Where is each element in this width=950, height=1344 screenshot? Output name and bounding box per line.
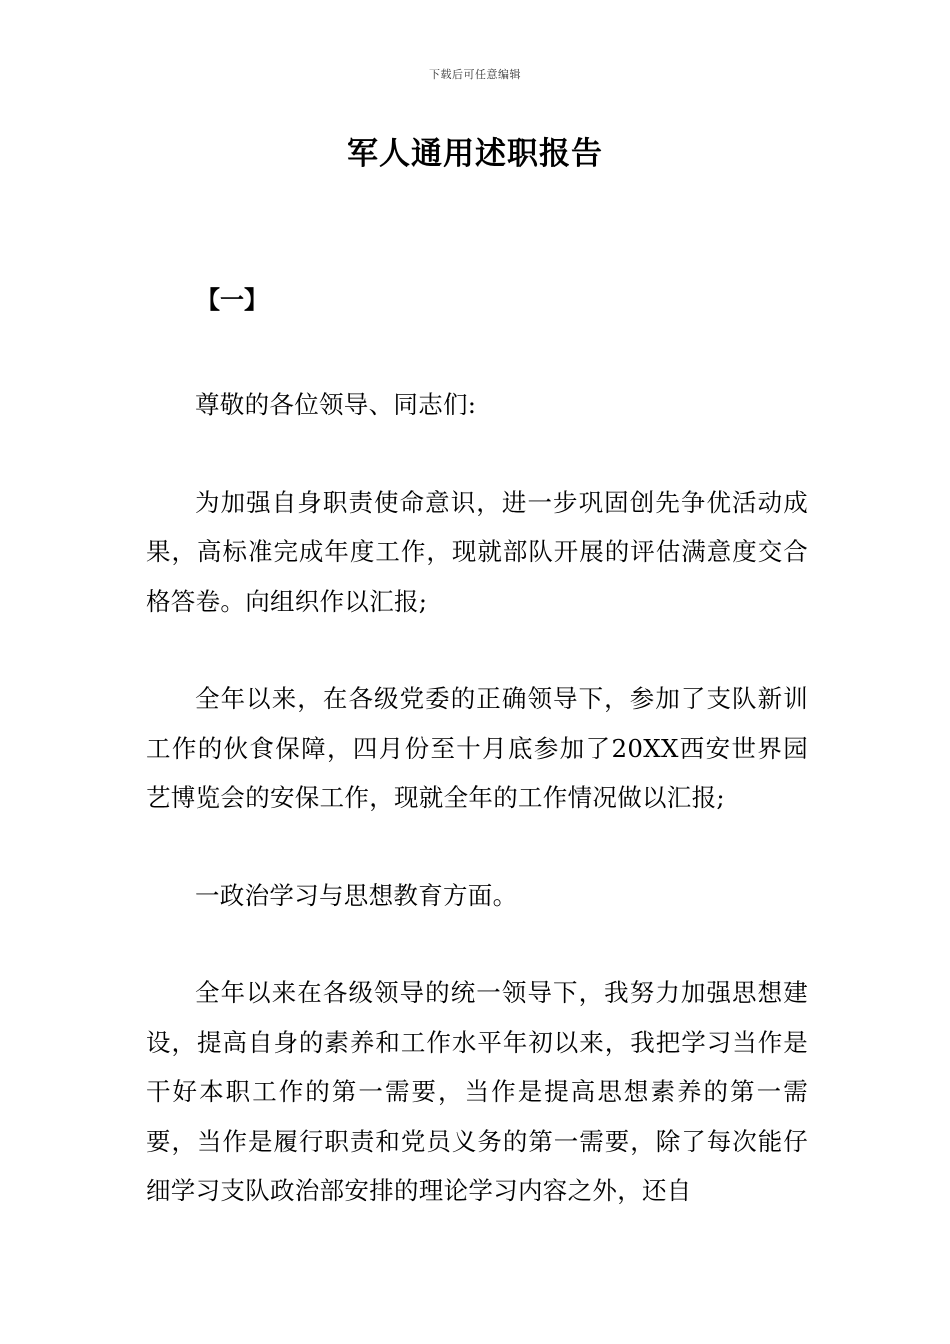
- document-title: 军人通用述职报告: [347, 136, 603, 172]
- body-paragraph: 为加强自身职责使命意识，进一步巩固创先争优活动成果，高标准完成年度工作，现就部队开展的评估满意度交合格答卷。向组织作以汇报;: [146, 487, 808, 616]
- body-paragraph: 全年以来，在各级党委的正确领导下，参加了支队新训工作的伙食保障，四月份至十月底参加了20XX西安世界园艺博览会的安保工作，现就全年的工作情况做以汇报;: [146, 684, 808, 812]
- header-note: 下载后可任意编辑: [429, 68, 521, 81]
- body-paragraph: 全年以来在各级领导的统一领导下，我努力加强思想建设，提高自身的素养和工作水平年初以来，我把学习当作是干好本职工作的第一需要，当作是提高思想素养的第一需要，当作是履行职责和党员义务的第一需要，除了每次能仔细学习支队政治部安排的理论学习内容之外，还自: [146, 978, 808, 1205]
- subheading-paragraph: 一政治学习与思想教育方面。: [195, 880, 518, 910]
- section-mark: 【一】: [196, 286, 268, 314]
- salutation-paragraph: 尊敬的各位领导、同志们:: [195, 390, 477, 419]
- document-body: [146, 278, 808, 1216]
